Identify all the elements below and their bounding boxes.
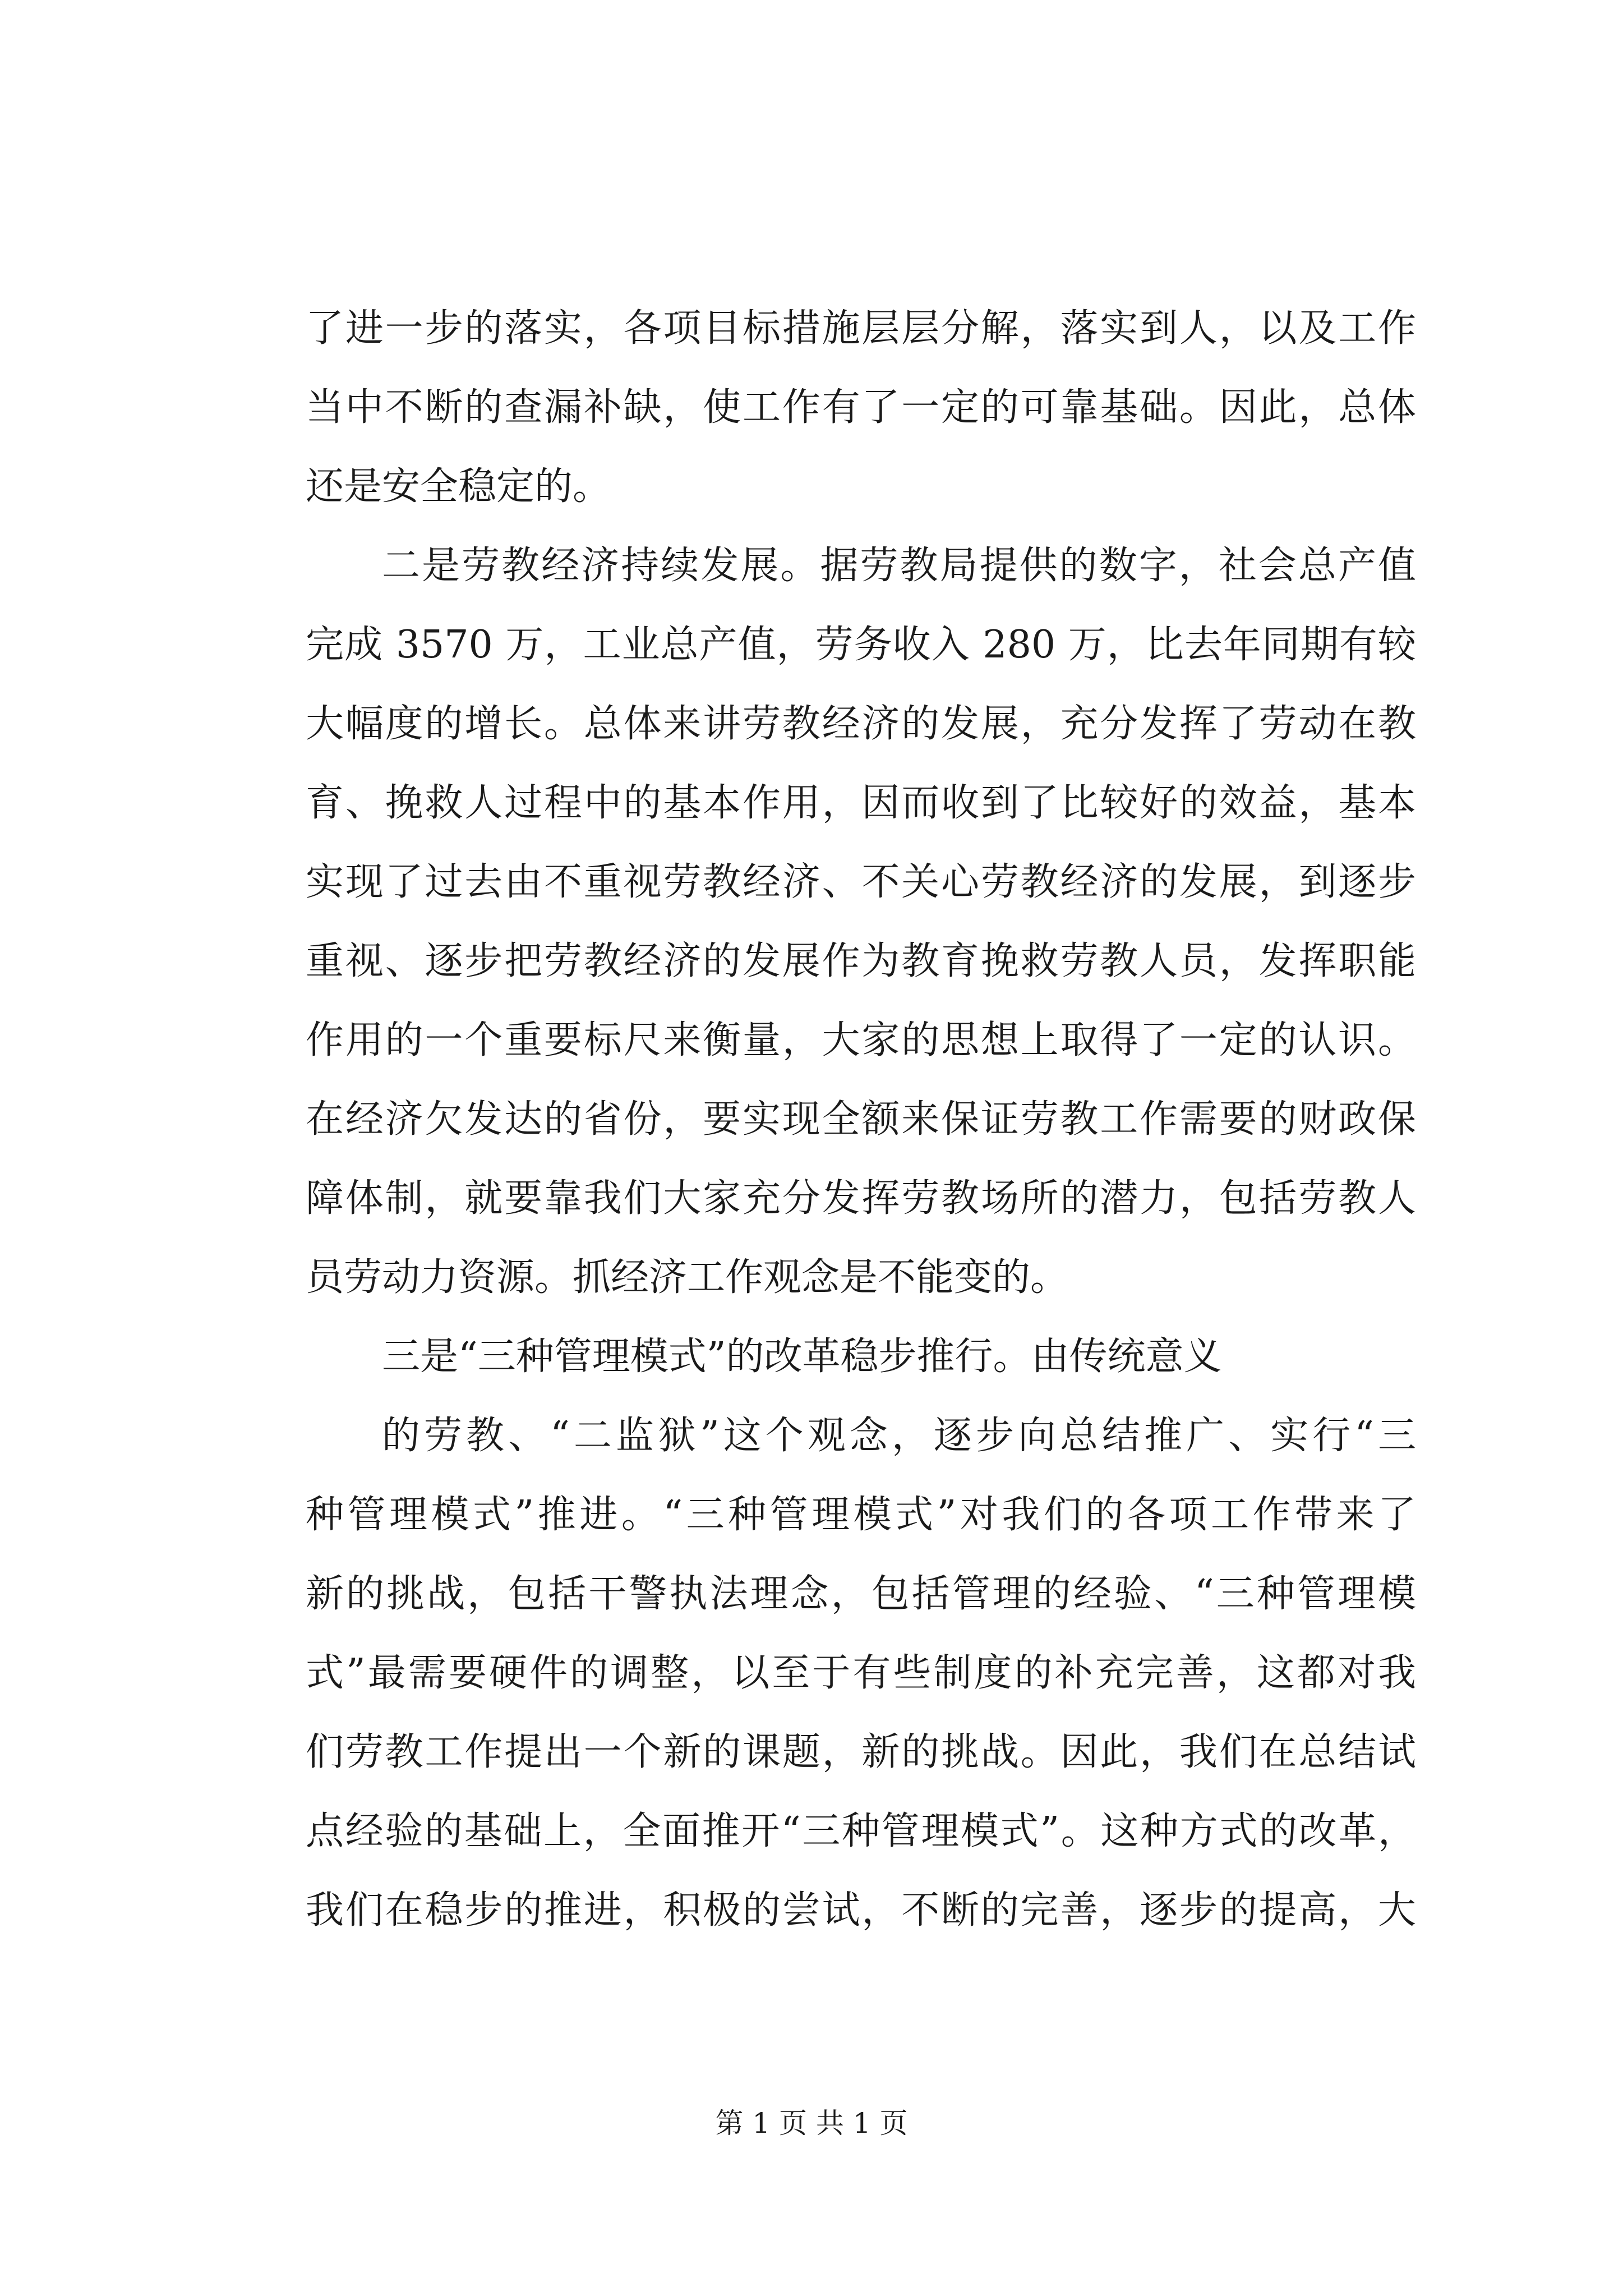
text-line: 当中不断的查漏补缺，使工作有了一定的可靠基础。因此，总体 (306, 385, 1416, 430)
text-line: 还是安全稳定的。 (306, 464, 611, 509)
text-line: 实现了过去由不重视劳教经济、不关心劳教经济的发展，到逐步 (306, 860, 1416, 904)
text-line: 员劳动力资源。抓经济工作观念是不能变的。 (306, 1255, 1069, 1300)
text-line: 在经济欠发达的省份，要实现全额来保证劳教工作需要的财政保 (306, 1097, 1416, 1142)
text-line: 种管理模式”推进。“三种管理模式”对我们的各项工作带来了 (306, 1493, 1416, 1537)
text-line: 了进一步的落实，各项目标措施层层分解，落实到人，以及工作 (306, 306, 1416, 351)
paragraph-first-line: 二是劳教经济持续发展。据劳教局提供的数字，社会总产值 (382, 544, 1416, 588)
paragraph-first-line: 的劳教、“二监狱”这个观念，逐步向总结推广、实行“三 (382, 1414, 1416, 1458)
paragraph-first-line: 三是“三种管理模式”的改革稳步推行。由传统意义 (382, 1335, 1222, 1379)
text-line: 育、挽救人过程中的基本作用，因而收到了比较好的效益，基本 (306, 781, 1416, 825)
text-line: 们劳教工作提出一个新的课题，新的挑战。因此，我们在总结试 (306, 1730, 1416, 1774)
text-line: 大幅度的增长。总体来讲劳教经济的发展，充分发挥了劳动在教 (306, 702, 1416, 746)
text-line: 障体制，就要靠我们大家充分发挥劳教场所的潜力，包括劳教人 (306, 1176, 1416, 1221)
text-line: 重视、逐步把劳教经济的发展作为教育挽救劳教人员，发挥职能 (306, 939, 1416, 983)
text-line: 我们在稳步的推进，积极的尝试，不断的完善，逐步的提高，大 (306, 1888, 1416, 1932)
page-footer: 第 1 页 共 1 页 (715, 2107, 908, 2139)
text-line: 点经验的基础上，全面推开“三种管理模式”。这种方式的改革， (306, 1809, 1416, 1853)
text-line: 式”最需要硬件的调整，以至于有些制度的补充完善，这都对我 (306, 1651, 1416, 1695)
document-body (306, 289, 1416, 1950)
text-line: 完成 3570 万，工业总产值，劳务收入 280 万，比去年同期有较 (306, 623, 1416, 667)
text-line: 新的挑战，包括干警执法理念，包括管理的经验、“三种管理模 (306, 1572, 1416, 1616)
text-line: 作用的一个重要标尺来衡量，大家的思想上取得了一定的认识。 (306, 1018, 1416, 1062)
